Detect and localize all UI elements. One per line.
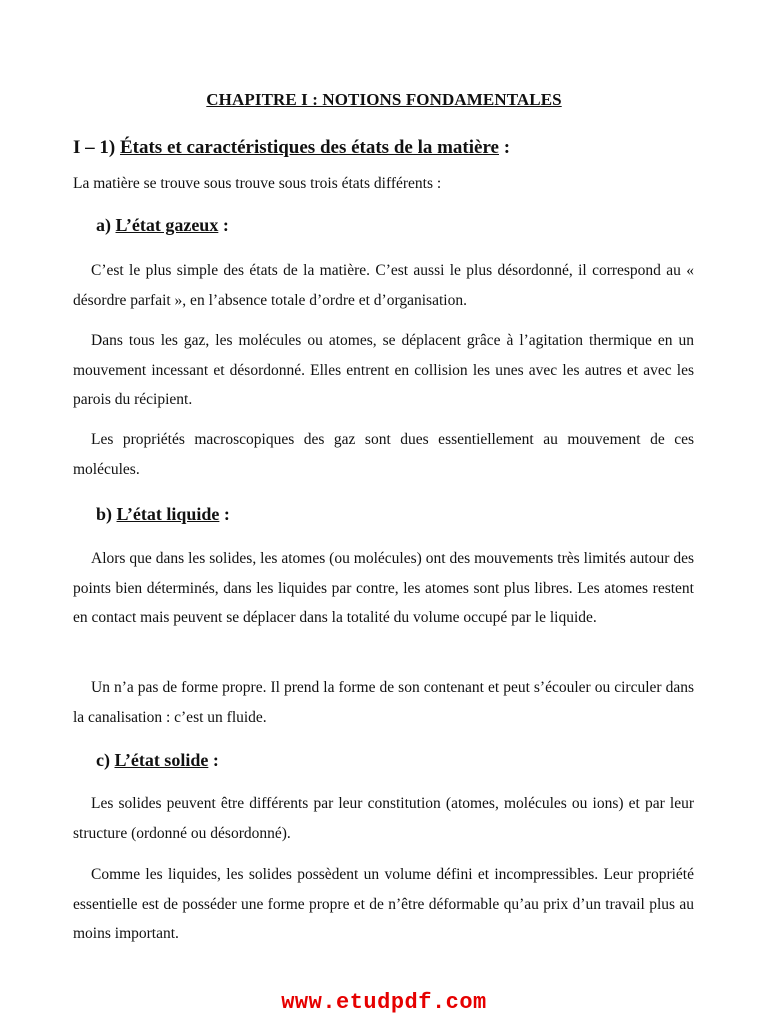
subsection-letter: a): [96, 215, 111, 235]
section-title-text: États et caractéristiques des états de la matière: [119, 137, 499, 158]
subsection-title: L’état gazeux: [115, 215, 219, 235]
section-suffix: :: [499, 137, 511, 158]
lead-paragraph: La matière se trouve sous trouve sous trois états différents :: [73, 175, 442, 192]
paragraph: C’est le plus simple des états de la matière. C’est aussi le plus désordonné, il correspond au « désordre parfait », en l’absence totale d’ordre et d’organisation.: [73, 262, 694, 309]
paragraph: Les solides peuvent être différents par leur constitution (atomes, molécules ou ions) et par leur structure (ordonné ou désordonné).: [73, 795, 694, 842]
paragraph: Un n’a pas de forme propre. Il prend la forme de son contenant et peut s’écouler ou circuler dans la canalisation : c’est un fluide.: [73, 679, 694, 726]
subsection-title: L’état solide: [114, 750, 209, 770]
subsection-suffix: :: [219, 504, 230, 524]
footer-url-link[interactable]: www.etudpdf.com: [281, 990, 487, 1015]
section-number: I – 1): [73, 137, 116, 158]
subsection-letter: b): [96, 504, 113, 524]
paragraph: Les propriétés macroscopiques des gaz sont dues essentiellement au mouvement de ces molécules.: [73, 431, 694, 478]
subsection-letter: c): [96, 750, 110, 770]
paragraph: Alors que dans les solides, les atomes (ou molécules) ont des mouvements très limités autour des points bien déterminés, dans les liquides par contre, les atomes sont plus libres. Les atomes restent en contact mais peuvent se déplacer dans la totalité du volume occupé par le liquide.: [73, 550, 694, 626]
subsection-suffix: :: [208, 750, 219, 770]
subsection-heading-gaseous: [96, 215, 229, 236]
subsection-heading-liquid: [96, 504, 230, 525]
subsection-title: L’état liquide: [116, 504, 220, 524]
paragraph: Comme les liquides, les solides possèdent un volume défini et incompressibles. Leur propriété essentielle est de posséder une forme propre et de n’être déformable qu’au prix d’un travail plus au moins important.: [73, 866, 694, 942]
chapter-title: CHAPITRE I : NOTIONS FONDAMENTALES: [206, 90, 562, 109]
section-title: [73, 137, 510, 159]
paragraph: Dans tous les gaz, les molécules ou atomes, se déplacent grâce à l’agitation thermique en un mouvement incessant et désordonné. Elles entrent en collision les unes avec les autres et avec les parois du récipient.: [73, 332, 694, 408]
subsection-suffix: :: [218, 215, 229, 235]
subsection-heading-solid: [96, 750, 219, 771]
